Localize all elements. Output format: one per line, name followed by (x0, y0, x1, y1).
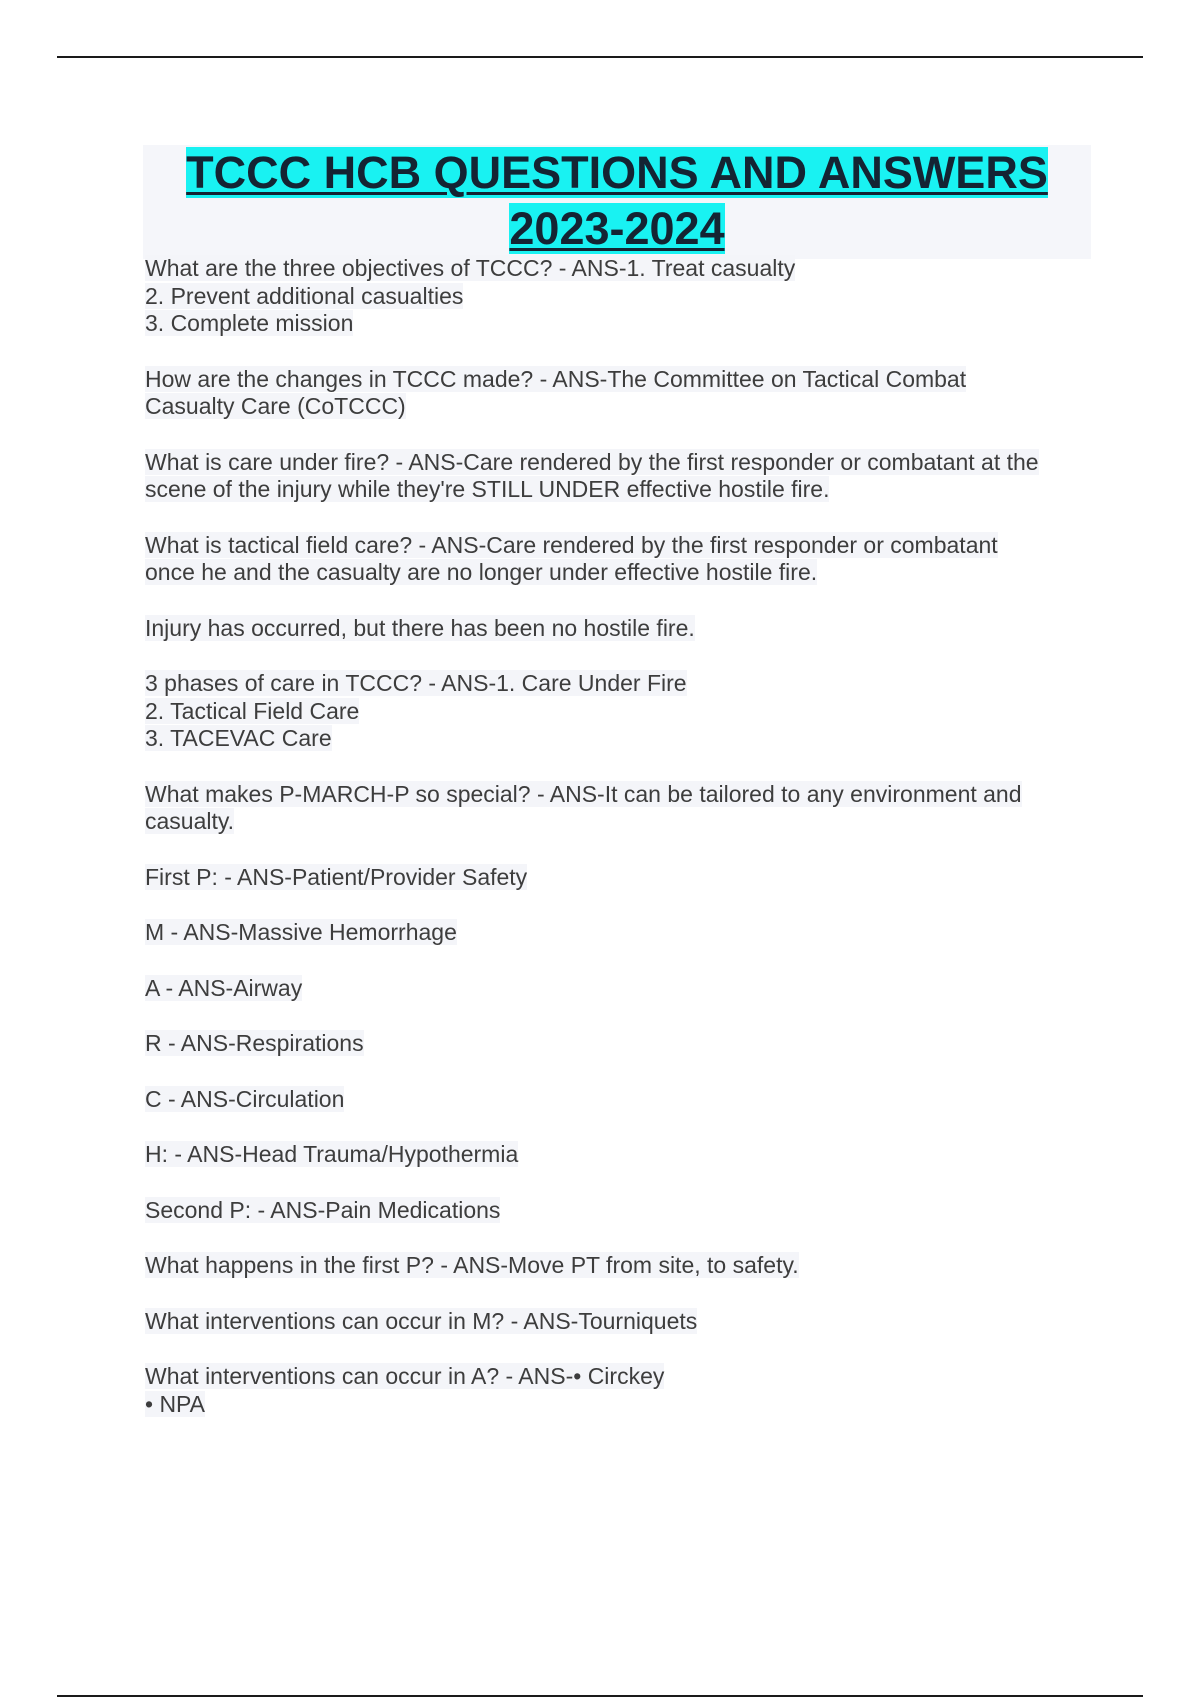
qa-line (145, 310, 1095, 338)
qa-line-text: Second P: - ANS-Pain Medications (145, 1196, 501, 1223)
qa-line (145, 559, 1095, 587)
qa-line (145, 808, 1095, 836)
qa-entry (145, 1030, 1095, 1058)
qa-entry (145, 615, 1095, 643)
qa-line (145, 864, 1095, 892)
header-rule (57, 56, 1143, 58)
qa-line (145, 449, 1095, 477)
qa-list (145, 255, 1095, 1446)
qa-line (145, 615, 1095, 643)
document-title (143, 145, 1091, 259)
qa-entry (145, 919, 1095, 947)
qa-entry (145, 1197, 1095, 1225)
qa-line-text: What happens in the first P? - ANS-Move PT from site, to safety. (145, 1252, 799, 1278)
qa-line-text: What makes P-MARCH-P so special? - ANS-It can be tailored to any environment and (145, 780, 1022, 807)
qa-line (145, 1086, 1095, 1114)
qa-line (145, 532, 1095, 560)
qa-line-text: Casualty Care (CoTCCC) (145, 393, 406, 419)
qa-entry (145, 1141, 1095, 1169)
qa-entry (145, 449, 1095, 504)
qa-line-text: What interventions can occur in M? - ANS-Tourniquets (145, 1307, 698, 1334)
qa-line-text: 3. TACEVAC Care (145, 725, 332, 751)
qa-line (145, 1030, 1095, 1058)
qa-line (145, 476, 1095, 504)
qa-entry (145, 366, 1095, 421)
qa-line-text: A - ANS-Airway (145, 974, 303, 1001)
qa-line-text: First P: - ANS-Patient/Provider Safety (145, 863, 528, 890)
qa-entry (145, 670, 1095, 753)
qa-line-text: C - ANS-Circulation (145, 1085, 345, 1112)
qa-line (145, 283, 1095, 311)
footer-rule (57, 1695, 1143, 1697)
qa-line (145, 725, 1095, 753)
qa-line (145, 698, 1095, 726)
qa-line (145, 255, 1095, 283)
qa-line-text: 2. Tactical Field Care (145, 697, 360, 724)
qa-line-text: 2. Prevent additional casualties (145, 282, 464, 309)
qa-line (145, 975, 1095, 1003)
qa-entry (145, 975, 1095, 1003)
qa-line-text: once he and the casualty are no longer under effective hostile fire. (145, 559, 818, 585)
qa-line-text: R - ANS-Respirations (145, 1030, 364, 1056)
qa-line-text: How are the changes in TCCC made? - ANS-The Committee on Tactical Combat (145, 365, 967, 392)
qa-line (145, 670, 1095, 698)
qa-line-text: 3 phases of care in TCCC? - ANS-1. Care Under Fire (145, 670, 687, 696)
qa-line-text: H: - ANS-Head Trauma/Hypothermia (145, 1141, 519, 1167)
qa-entry (145, 1308, 1095, 1336)
qa-line (145, 1252, 1095, 1280)
qa-line-text: scene of the injury while they're STILL UNDER effective hostile fire. (145, 476, 830, 502)
qa-entry (145, 1086, 1095, 1114)
qa-entry (145, 1363, 1095, 1418)
qa-line-text: What is care under fire? - ANS-Care rendered by the first responder or combatant at the (145, 448, 1039, 475)
qa-line (145, 1391, 1095, 1419)
qa-line-text: 3. Complete mission (145, 310, 354, 336)
qa-line-text: Injury has occurred, but there has been no hostile fire. (145, 614, 695, 641)
qa-line (145, 1363, 1095, 1391)
qa-entry (145, 781, 1095, 836)
qa-line-text: What is tactical field care? - ANS-Care rendered by the first responder or combatant (145, 531, 998, 558)
qa-line (145, 393, 1095, 421)
qa-entry (145, 255, 1095, 338)
title-line-2: 2023-2024 (509, 203, 725, 254)
qa-line (145, 1308, 1095, 1336)
title-line-1: TCCC HCB QUESTIONS AND ANSWERS (186, 147, 1048, 198)
qa-line-text: What are the three objectives of TCCC? - ANS-1. Treat casualty (145, 255, 796, 281)
qa-line (145, 919, 1095, 947)
qa-line (145, 1197, 1095, 1225)
qa-line-text: What interventions can occur in A? - ANS-• Circkey (145, 1363, 665, 1389)
qa-line (145, 781, 1095, 809)
qa-line (145, 1141, 1095, 1169)
qa-entry (145, 532, 1095, 587)
qa-line-text: casualty. (145, 808, 235, 834)
qa-line-text: M - ANS-Massive Hemorrhage (145, 919, 457, 945)
qa-entry (145, 1252, 1095, 1280)
qa-line-text: • NPA (145, 1390, 206, 1417)
qa-entry (145, 864, 1095, 892)
qa-line (145, 366, 1095, 394)
